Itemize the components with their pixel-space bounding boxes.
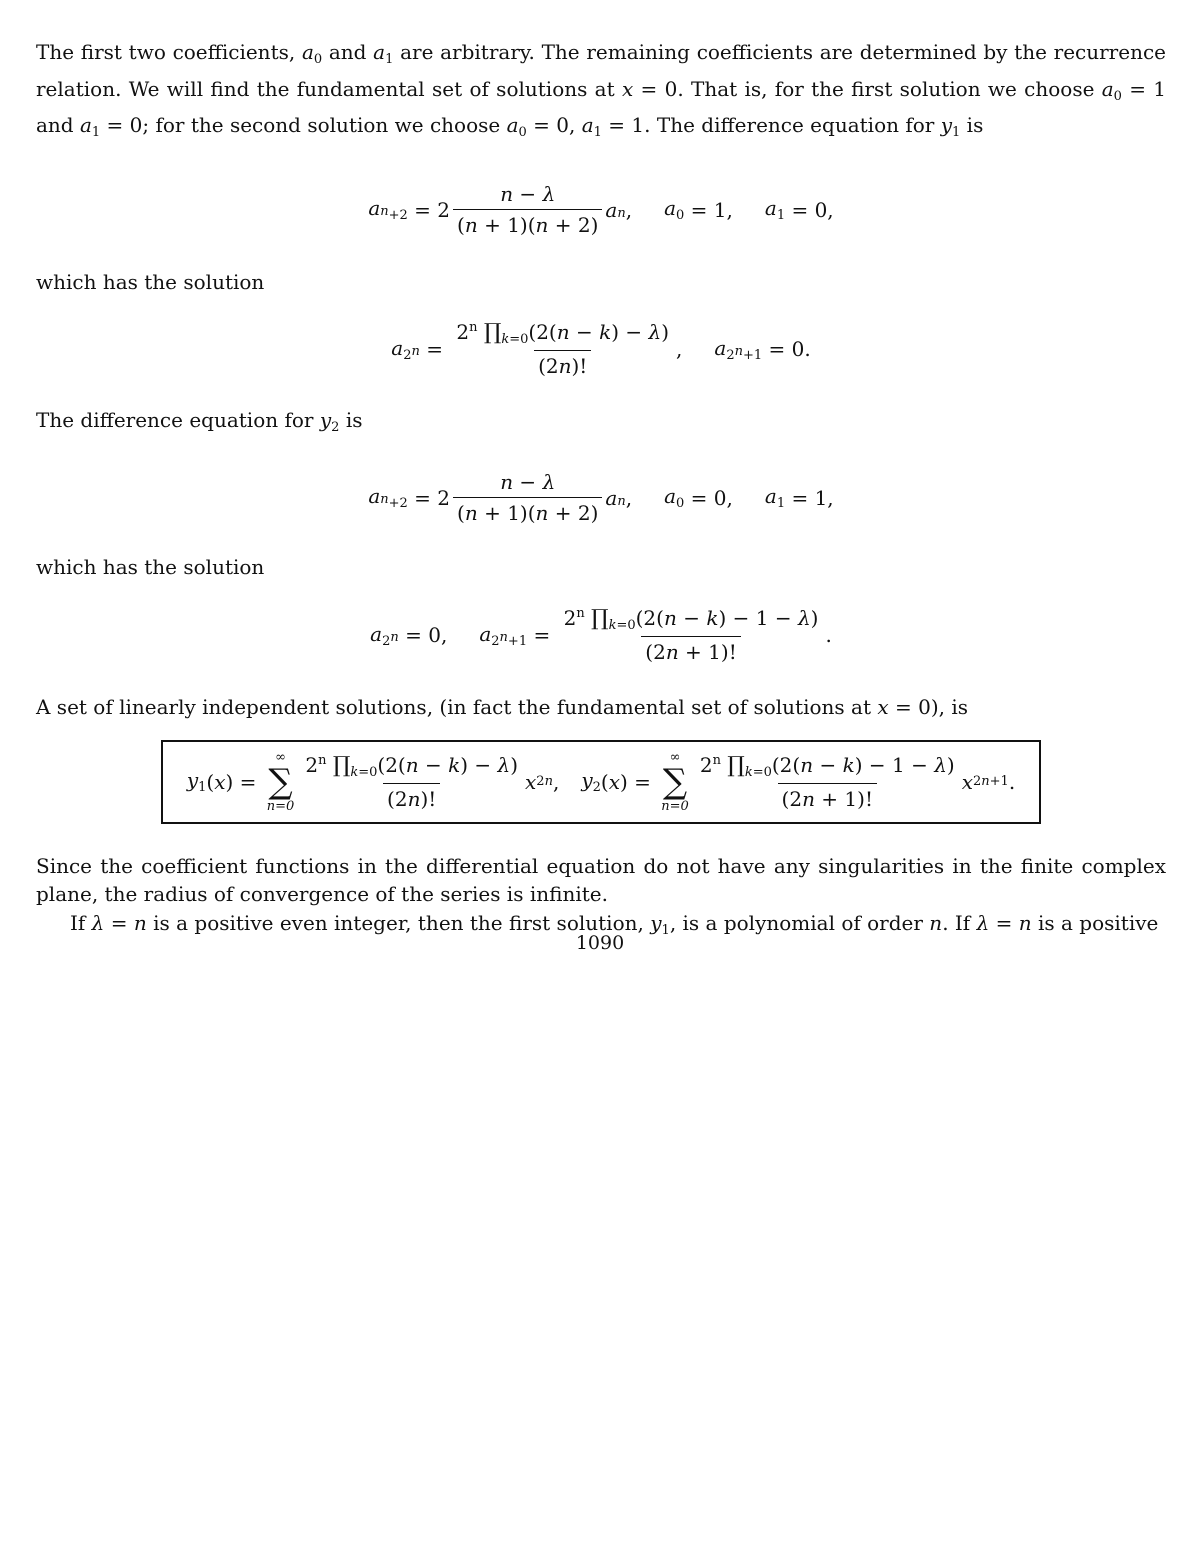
equation-recurrence-y1: $an_{+2}$ = 2 $\frac{n - \lambda}{(n + 1)(n + 2)}$ an , $a_0$ = 1, $a_1$ = 0,: [368, 182, 834, 237]
text-span: and: [328, 40, 367, 64]
text-span: . The difference equation for: [644, 113, 935, 137]
equation-solution-y1: $a_2n$ = $\frac{2^n \prod_{k=0}(2(n - k) - \lambda)}{(2n)!}$ , $a_2n_{+1}$ = 0.: [391, 320, 811, 378]
paragraph-fundamental-set: A set of linearly independent solutions, (in fact the fundamental set of solutions at x = 0), is: [36, 695, 969, 719]
text-span: ), is: [930, 695, 969, 719]
document-page: [36, 38, 1166, 945]
paragraph-polynomial: If λ = n is a positive even integer, then the first solution, $y_1$, is a polynomial of order n. If λ = n is a positive: [70, 910, 1159, 938]
paragraph-radius: Since the coefficient functions in the differential equation do not have any singularities in the finite complex plane, the radius of convergence of the series is infinite.: [36, 853, 1166, 906]
text-span: and: [36, 113, 74, 137]
text-span: A set of linearly independent solutions, (in fact the fundamental set of solutions at: [36, 695, 871, 719]
paragraph-solution-1: which has the solution: [36, 269, 265, 294]
text-span: ; for the second solution we choose: [142, 113, 501, 137]
text-span: . That is, for the first solution we choose: [677, 76, 1095, 101]
paragraph-difference-y2: The difference equation for $y_2$ is: [36, 408, 363, 435]
text-span: is: [345, 408, 363, 432]
text-span: is a positive even integer, then the first solution,: [153, 910, 644, 935]
paragraph-coefficients: The first two coefficients, $a_0$ and $a_1$ are arbitrary. The remaining coefficients are determined by the recurrence relation. We will find the fundamental set of solutions at x = 0. That is, for the first solution we choose $a_0 = 1$ and $a_1 = 0$; for the second solution we choose $a_0 = 0$, $a_1 = 1$. The difference equation for $y_1$ is: [36, 40, 1167, 140]
solution-box: $y_1$ ( x ) = ∞ ∑ n=0 $\frac{2^n \prod_{k=0}(2(n - k) - \lambda)}{(2n)!}$ x 2n , $y_2$ ( x ) = ∞ ∑ n=0 $\frac{2^n \prod_{k=0}(2(n - k) - 1 - \lambda)}{(2n + 1)!}$ x 2n+1 .: [161, 740, 1041, 824]
text-span: . If: [942, 910, 971, 935]
text-span: If: [70, 910, 86, 935]
equation-solution-y2: $a_2n$ = 0, $a_2n_{+1}$ = $\frac{2^n \prod_{k=0}(2(n - k) - 1 - \lambda)}{(2n + 1)!}$ .: [370, 606, 832, 664]
equation-recurrence-y2: $an_{+2}$ = 2 $\frac{n - \lambda}{(n + 1)(n + 2)}$ an , $a_0$ = 0, $a_1$ = 1,: [368, 470, 834, 525]
paragraph-solution-2: which has the solution: [36, 554, 265, 579]
text-span: are arbitrary. The remaining coefficients are determined by the recurrence relation. We will find the fundamental set of solutions at: [36, 40, 1166, 101]
boxed-solutions: [36, 740, 1166, 824]
text-span: , is a polynomial of order: [669, 910, 923, 935]
text-span: The difference equation for: [36, 408, 314, 432]
text-span: The first two coefficients,: [36, 40, 296, 64]
text-span: is a positive: [1038, 910, 1159, 935]
text-span: is: [966, 113, 984, 137]
page-number: 1090: [575, 932, 625, 954]
